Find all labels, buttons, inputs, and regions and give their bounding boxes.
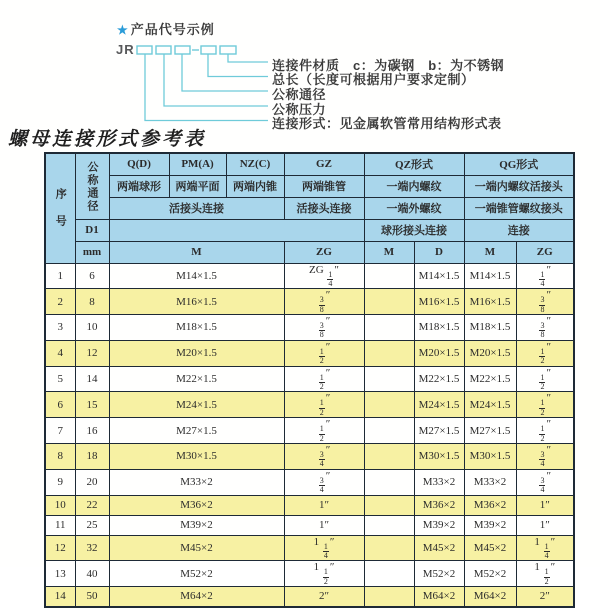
header-col-qg: QG形式 <box>464 153 574 175</box>
cell-qg-zg: $\frac{1}{2}$ ″ <box>516 418 574 444</box>
diagram-heading <box>117 19 215 38</box>
header-col-gz: GZ <box>284 153 364 175</box>
cell-seq: 13 <box>45 561 75 587</box>
cell-qg-m: M20×1.5 <box>464 340 516 366</box>
fraction: $\frac{3}{4}$ <box>540 475 545 495</box>
nut-connection-reference-table <box>44 152 575 608</box>
cell-gz: $\frac{1}{2}$ ″ <box>284 418 364 444</box>
cell-seq: 3 <box>45 315 75 341</box>
fraction: $\frac{1}{2}$ <box>323 567 328 586</box>
cell-qg-zg: $\frac{3}{4}$ ″ <box>516 469 574 495</box>
header-qz-unit-m: M <box>364 241 414 263</box>
cell-qg-zg: $\frac{3}{8}$ ″ <box>516 289 574 315</box>
cell-dn: 10 <box>75 315 109 341</box>
cell-seq: 5 <box>45 366 75 392</box>
cell-seq: 7 <box>45 418 75 444</box>
fraction: $\frac{1}{4}$ <box>544 541 549 560</box>
cell-qg-m: M24×1.5 <box>464 392 516 418</box>
code-label-length: 总长（长度可根据用户要求定制） <box>272 72 475 87</box>
cell-seq: 11 <box>45 515 75 535</box>
header-gz-desc: 两端锥管 <box>284 175 364 197</box>
cell-qg-m: M18×1.5 <box>464 315 516 341</box>
cell-m: M45×2 <box>109 535 284 561</box>
cell-seq: 6 <box>45 392 75 418</box>
header-gz-union-desc: 活接头连接 <box>284 197 364 219</box>
header-unit-zg: ZG <box>284 241 364 263</box>
fraction: $\frac{3}{8}$ <box>540 321 545 340</box>
cell-seq: 12 <box>45 535 75 561</box>
cell-gz: 1 $\frac{1}{4}$ ″ <box>284 535 364 561</box>
table-row <box>45 418 574 444</box>
header-blank-cell <box>109 219 364 241</box>
cell-qz-d: M64×2 <box>414 587 464 607</box>
fraction: $\frac{1}{2}$ <box>319 424 324 443</box>
fraction: $\frac{3}{4}$ <box>319 475 324 495</box>
cell-qz-d: M36×2 <box>414 495 464 515</box>
table-row <box>45 263 574 289</box>
cell-dn: 6 <box>75 263 109 289</box>
section-title: 螺母连接形式参考表 <box>8 128 207 150</box>
header-qz-desc3: 球形接头连接 <box>364 219 464 241</box>
header-col-q: Q(D) <box>109 153 169 175</box>
cell-dn: 16 <box>75 418 109 444</box>
fraction: $\frac{1}{2}$ <box>544 567 549 586</box>
cell-qz-m <box>364 289 414 315</box>
cell-qz-m <box>364 340 414 366</box>
code-label-connection: 连接形式：见金属软管常用结构形式表 <box>272 116 502 131</box>
header-col-qz: QZ形式 <box>364 153 464 175</box>
cell-dn: 14 <box>75 366 109 392</box>
cell-gz: 2″ <box>284 587 364 607</box>
code-label-diameter: 公称通径 <box>272 87 327 102</box>
cell-m: M39×2 <box>109 515 284 535</box>
fraction: $\frac{3}{8}$ <box>319 295 324 314</box>
cell-dn: 22 <box>75 495 109 515</box>
fraction: $\frac{1}{2}$ <box>319 398 324 417</box>
table-row <box>45 515 574 535</box>
fraction: $\frac{1}{4}$ <box>540 269 545 288</box>
cell-dn: 18 <box>75 443 109 469</box>
code-label-pressure: 公称压力 <box>272 102 327 117</box>
table-row <box>45 392 574 418</box>
cell-m: M14×1.5 <box>109 263 284 289</box>
fraction: $\frac{1}{2}$ <box>540 346 545 366</box>
cell-gz: ZG $\frac{1}{4}$ ″ <box>284 263 364 289</box>
cell-qg-m: M45×2 <box>464 535 516 561</box>
cell-qg-m: M33×2 <box>464 469 516 495</box>
cell-qz-d: M18×1.5 <box>414 315 464 341</box>
header-dn: 公称通径 <box>75 153 109 219</box>
cell-seq: 4 <box>45 340 75 366</box>
cell-dn: 32 <box>75 535 109 561</box>
cell-qg-zg: $\frac{1}{2}$ ″ <box>516 392 574 418</box>
cell-m: M16×1.5 <box>109 289 284 315</box>
header-d1: D1 <box>75 219 109 241</box>
cell-seq: 1 <box>45 263 75 289</box>
header-seq: 序号 <box>45 153 75 263</box>
cell-qg-zg: 1 $\frac{1}{2}$ ″ <box>516 561 574 587</box>
header-qz-desc2: 一端外螺纹 <box>364 197 464 219</box>
cell-qz-d: M52×2 <box>414 561 464 587</box>
table-row <box>45 469 574 495</box>
diagram-heading-text: 产品代号示例 <box>130 22 215 37</box>
cell-qz-d: M39×2 <box>414 515 464 535</box>
table-header <box>45 153 574 263</box>
header-pm-desc: 两端平面 <box>169 175 226 197</box>
cell-qz-m <box>364 443 414 469</box>
cell-gz: $\frac{1}{2}$ ″ <box>284 366 364 392</box>
cell-qz-m <box>364 515 414 535</box>
header-q-desc: 两端球形 <box>109 175 169 197</box>
cell-qz-d: M45×2 <box>414 535 464 561</box>
cell-gz: $\frac{3}{8}$ ″ <box>284 315 364 341</box>
cell-qg-m: M16×1.5 <box>464 289 516 315</box>
cell-qg-zg: $\frac{3}{4}$ ″ <box>516 443 574 469</box>
fraction: $\frac{1}{2}$ <box>540 372 545 392</box>
cell-qg-m: M22×1.5 <box>464 366 516 392</box>
header-qg-desc3: 连接 <box>464 219 574 241</box>
cell-qz-d: M30×1.5 <box>414 443 464 469</box>
cell-qg-zg: 1 $\frac{1}{4}$ ″ <box>516 535 574 561</box>
cell-m: M22×1.5 <box>109 366 284 392</box>
fraction: $\frac{1}{4}$ <box>328 269 333 288</box>
cell-qz-d: M24×1.5 <box>414 392 464 418</box>
table-row <box>45 535 574 561</box>
cell-qz-d: M16×1.5 <box>414 289 464 315</box>
star-icon: ★ <box>117 23 129 37</box>
header-qg-unit-m: M <box>464 241 516 263</box>
cell-seq: 10 <box>45 495 75 515</box>
cell-gz: 1 $\frac{1}{2}$ ″ <box>284 561 364 587</box>
cell-m: M20×1.5 <box>109 340 284 366</box>
cell-gz: 1″ <box>284 515 364 535</box>
table-row <box>45 366 574 392</box>
cell-dn: 40 <box>75 561 109 587</box>
cell-qz-d: M33×2 <box>414 469 464 495</box>
cell-qz-m <box>364 315 414 341</box>
header-col-nz: NZ(C) <box>226 153 284 175</box>
cell-qg-zg: $\frac{1}{4}$ ″ <box>516 263 574 289</box>
cell-m: M64×2 <box>109 587 284 607</box>
cell-m: M52×2 <box>109 561 284 587</box>
cell-qz-d: M27×1.5 <box>414 418 464 444</box>
cell-m: M30×1.5 <box>109 443 284 469</box>
header-qg-desc2: 一端锥管螺纹接头 <box>464 197 574 219</box>
cell-gz: 1″ <box>284 495 364 515</box>
cell-qz-m <box>364 469 414 495</box>
cell-dn: 20 <box>75 469 109 495</box>
cell-qg-m: M30×1.5 <box>464 443 516 469</box>
table-row <box>45 340 574 366</box>
connector-lines <box>145 54 268 121</box>
header-col-pm: PM(A) <box>169 153 226 175</box>
cell-qg-zg: 2″ <box>516 587 574 607</box>
fraction: $\frac{1}{2}$ <box>540 398 545 417</box>
fraction: $\frac{1}{2}$ <box>319 372 324 392</box>
cell-qz-m <box>364 418 414 444</box>
cell-m: M18×1.5 <box>109 315 284 341</box>
fraction: $\frac{3}{4}$ <box>540 449 545 469</box>
cell-gz: $\frac{1}{2}$ ″ <box>284 340 364 366</box>
table-body <box>45 263 574 607</box>
cell-qg-m: M52×2 <box>464 561 516 587</box>
cell-qz-m <box>364 535 414 561</box>
product-code-prefix: JR <box>116 42 135 57</box>
cell-seq: 14 <box>45 587 75 607</box>
cell-qg-zg: $\frac{1}{2}$ ″ <box>516 340 574 366</box>
cell-qg-m: M39×2 <box>464 515 516 535</box>
cell-gz: $\frac{1}{2}$ ″ <box>284 392 364 418</box>
code-boxes <box>137 46 236 54</box>
cell-qz-m <box>364 587 414 607</box>
cell-qg-m: M64×2 <box>464 587 516 607</box>
cell-dn: 25 <box>75 515 109 535</box>
table-row <box>45 561 574 587</box>
table-row <box>45 495 574 515</box>
header-qg-unit-zg: ZG <box>516 241 574 263</box>
cell-qz-d: M22×1.5 <box>414 366 464 392</box>
cell-m: M27×1.5 <box>109 418 284 444</box>
cell-qg-m: M14×1.5 <box>464 263 516 289</box>
cell-qz-m <box>364 495 414 515</box>
code-label-material: 连接件材质 c：为碳钢 b：为不锈钢 <box>272 58 505 73</box>
cell-seq: 9 <box>45 469 75 495</box>
cell-seq: 2 <box>45 289 75 315</box>
header-nz-desc: 两端内锥 <box>226 175 284 197</box>
fraction: $\frac{1}{2}$ <box>540 424 545 443</box>
header-mm: mm <box>75 241 109 263</box>
fraction: $\frac{3}{4}$ <box>319 449 324 469</box>
cell-dn: 15 <box>75 392 109 418</box>
table-row <box>45 443 574 469</box>
cell-qg-zg: 1″ <box>516 495 574 515</box>
cell-qg-zg: 1″ <box>516 515 574 535</box>
cell-qg-zg: $\frac{1}{2}$ ″ <box>516 366 574 392</box>
table-row <box>45 587 574 607</box>
cell-gz: $\frac{3}{4}$ ″ <box>284 443 364 469</box>
cell-qg-zg: $\frac{3}{8}$ ″ <box>516 315 574 341</box>
cell-m: M36×2 <box>109 495 284 515</box>
cell-qz-m <box>364 263 414 289</box>
cell-dn: 12 <box>75 340 109 366</box>
cell-qg-m: M27×1.5 <box>464 418 516 444</box>
header-qz-unit-d: D <box>414 241 464 263</box>
cell-m: M33×2 <box>109 469 284 495</box>
header-qz-desc1: 一端内螺纹 <box>364 175 464 197</box>
header-unit-m: M <box>109 241 284 263</box>
fraction: $\frac{1}{2}$ <box>319 346 324 366</box>
cell-qz-d: M14×1.5 <box>414 263 464 289</box>
fraction: $\frac{3}{8}$ <box>540 295 545 314</box>
cell-qz-d: M20×1.5 <box>414 340 464 366</box>
table-row <box>45 315 574 341</box>
fraction: $\frac{1}{4}$ <box>323 541 328 560</box>
cell-qz-m <box>364 392 414 418</box>
table-row <box>45 289 574 315</box>
cell-seq: 8 <box>45 443 75 469</box>
cell-m: M24×1.5 <box>109 392 284 418</box>
header-qg-desc1: 一端内螺纹活接头 <box>464 175 574 197</box>
cell-dn: 50 <box>75 587 109 607</box>
cell-qz-m <box>364 561 414 587</box>
cell-gz: $\frac{3}{8}$ ″ <box>284 289 364 315</box>
cell-dn: 8 <box>75 289 109 315</box>
fraction: $\frac{3}{8}$ <box>319 321 324 340</box>
cell-qz-m <box>364 366 414 392</box>
header-union-desc: 活接头连接 <box>109 197 284 219</box>
cell-gz: $\frac{3}{4}$ ″ <box>284 469 364 495</box>
cell-qg-m: M36×2 <box>464 495 516 515</box>
